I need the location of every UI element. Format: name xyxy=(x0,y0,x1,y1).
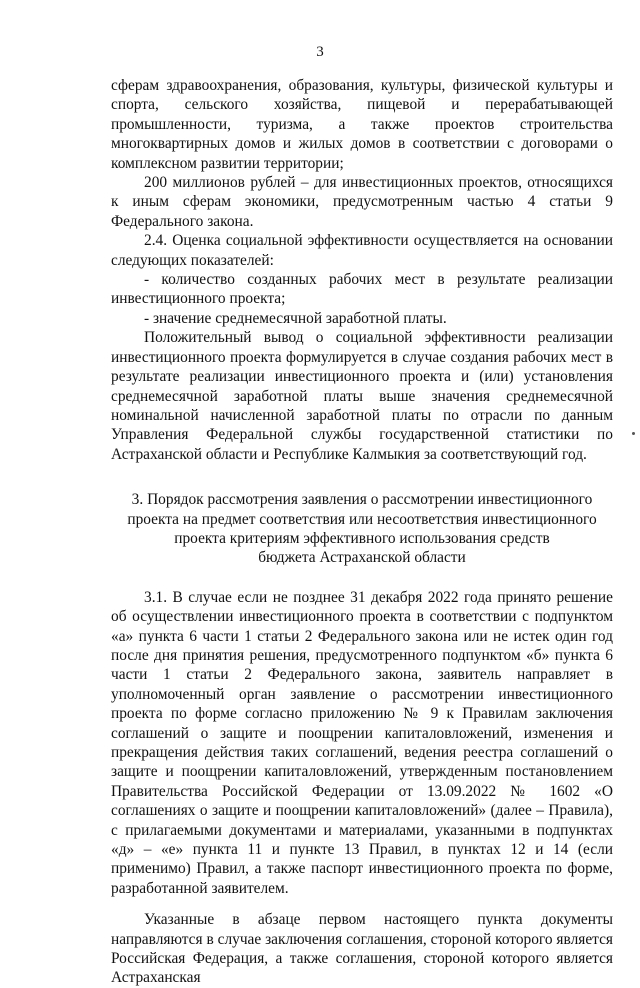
page-number: 3 xyxy=(316,44,324,60)
section-heading-line: 3. Порядок рассмотрения заявления о рассмотрении инвестиционного xyxy=(131,491,593,509)
list-item-jobs: - количество созданных рабочих мест в результате реализации инвестиционного проекта; xyxy=(111,271,613,308)
paragraph-200-million: 200 миллионов рублей – для инвестиционных проектов, относящихся к иным сферам экономики, предусмотренным частью 4 статьи 9 Федерального закона. xyxy=(111,174,613,230)
paragraph-3-1: 3.1. В случае если не позднее 31 декабря 2022 года принято решение об осуществлении инвестиционного проекта в соответствии с подпунктом «а» пункта 6 части 1 статьи 2 Федерального закона или не истек один год после дня принятия решения, предусмотренного подпунктом «б» пункта 6 части 1 статьи 2 Федерального закона, заявитель направляет в уполномоченный орган заявление о рассмотрении инвестиционного проекта по форме согласно приложению № 9 к Правилам заключения соглашений о защите и поощрении капиталовложений, изменения и прекращения действия таких соглашений, ведения реестра соглашений о защите и поощрении капиталовложений, утвержденным постановлением Правительства Российской Федерации от 13.09.2022 № 1602 «О соглашениях о защите и поощрении капиталовложений» (далее – Правила), с прилагаемыми документами и материалами, указанными в подпунктах «д» – «е» пункта 11 и пункте 13 Правил, в пунктах 12 и 14 (если применимо) Правил, а также паспорт инвестиционного проекта по форме, разработанной заявителем. xyxy=(111,588,613,897)
section-heading-line: проекта критериям эффективного использования средств xyxy=(174,529,550,547)
paragraph-2-4: 2.4. Оценка социальной эффективности осуществляется на основании следующих показателей: xyxy=(111,232,613,269)
list-item-salary: - значение среднемесячной заработной платы. xyxy=(144,309,447,327)
margin-dot xyxy=(632,432,635,435)
paragraph-spheres: сферам здравоохранения, образования, культуры, физической культуры и спорта, сельского хозяйства, пищевой и перерабатывающей промышленности, туризма, а также проектов строительства многоквартирных домов и жилых домов в соответствии с договорами о комплексном развитии территории; xyxy=(111,77,613,172)
section-heading-line: бюджета Астраханской области xyxy=(258,549,466,567)
document-body xyxy=(111,76,613,988)
section-heading-line: проекта на предмет соответствия или несоответствия инвестиционного xyxy=(127,510,597,528)
section-heading-3 xyxy=(111,490,613,568)
paragraph-documents-sent: Указанные в абзаце первом настоящего пункта документы направляются в случае заключения соглашения, стороной которого является Российская Федерация, а также соглашения, стороной которого является Астраханская xyxy=(111,911,613,987)
paragraph-positive-conclusion: Положительный вывод о социальной эффективности реализации инвестиционного проекта формулируется в случае создания рабочих мест в результате реализации инвестиционного проекта и (или) установления среднемесячной заработной платы выше значения среднемесячной номинальной начисленной заработной платы по отрасли по данным Управления Федеральной службы государственной статистики по Астраханской области и Республике Калмыкия за соответствующий год. xyxy=(111,329,613,463)
